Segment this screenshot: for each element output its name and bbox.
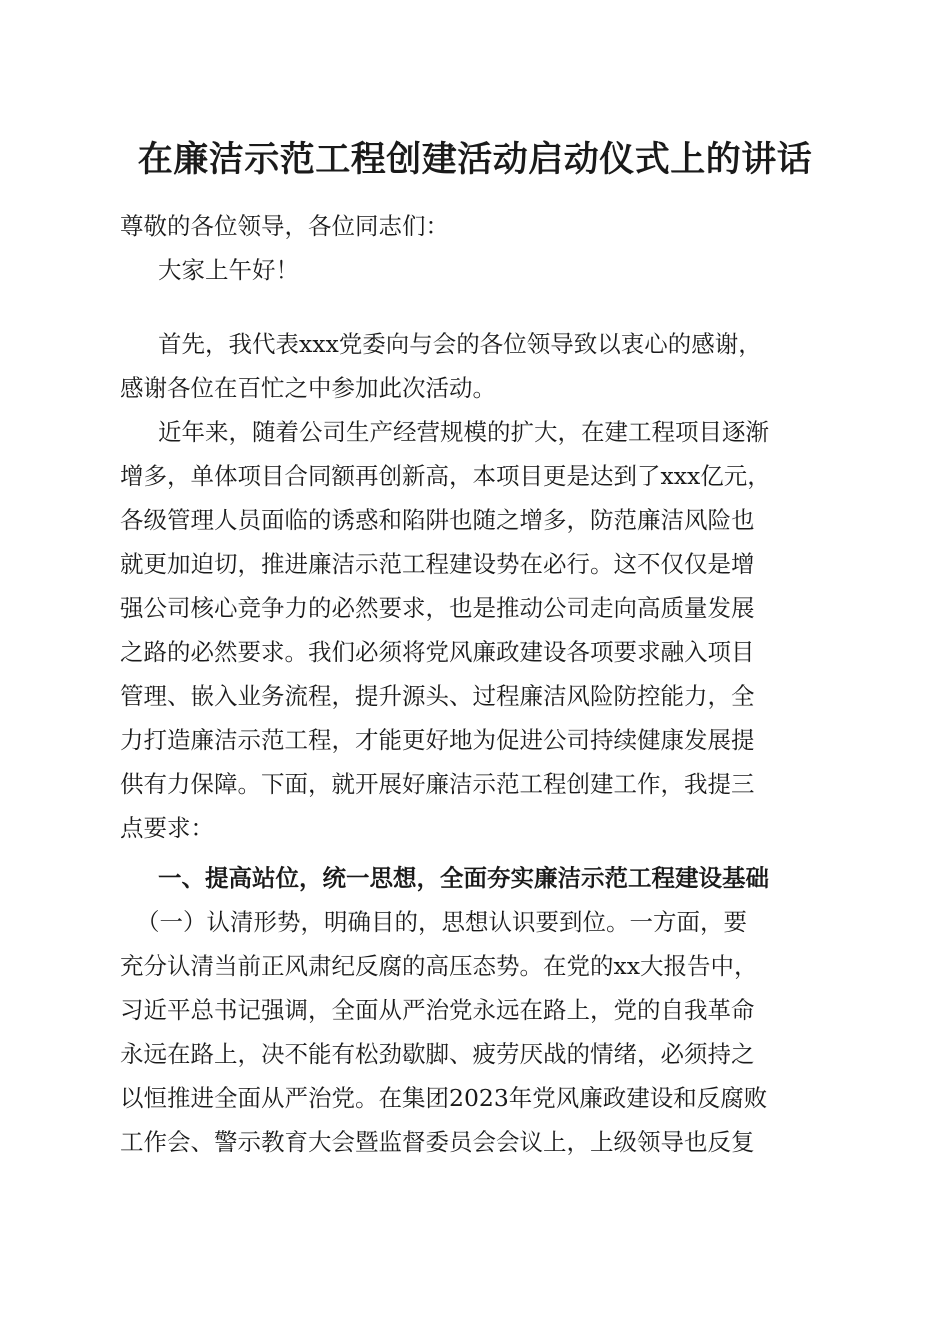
paragraph-line xyxy=(0,322,950,366)
section-heading xyxy=(0,856,950,900)
paragraph-text: 感谢各位在百忙之中参加此次活动。 xyxy=(120,374,496,402)
paragraph-text: 习近平总书记强调，全面从严治党永远在路上，党的自我革命 xyxy=(120,996,755,1024)
paragraph-line xyxy=(0,366,950,410)
paragraph-line xyxy=(0,630,950,674)
paragraph-line xyxy=(0,410,950,454)
paragraph-line xyxy=(0,762,950,806)
paragraph-text: 永远在路上，决不能有松劲歇脚、疲劳厌战的情绪，必须持之 xyxy=(120,1040,755,1068)
paragraph-line xyxy=(0,1032,950,1076)
paragraph-line xyxy=(0,718,950,762)
paragraph-line xyxy=(0,900,950,944)
paragraph-text: 近年来，随着公司生产经营规模的扩大，在建工程项目逐渐 xyxy=(158,418,769,446)
paragraph-line xyxy=(0,542,950,586)
paragraph-text: 工作会、警示教育大会暨监督委员会会议上，上级领导也反复 xyxy=(120,1128,755,1156)
paragraph-text: 增多，单体项目合同额再创新高，本项目更是达到了xxx亿元， xyxy=(120,462,771,490)
salutation-line xyxy=(0,204,950,248)
paragraph-text: 之路的必然要求。我们必须将党风廉政建设各项要求融入项目 xyxy=(120,638,755,666)
paragraph-text: 就更加迫切，推进廉洁示范工程建设势在必行。这不仅仅是增 xyxy=(120,550,755,578)
paragraph-text: 点要求： xyxy=(120,814,214,842)
paragraph-line xyxy=(0,586,950,630)
greeting-line xyxy=(0,248,950,292)
paragraph-line xyxy=(0,674,950,718)
paragraph-line xyxy=(0,944,950,988)
paragraph-text: 供有力保障。下面，就开展好廉洁示范工程创建工作，我提三 xyxy=(120,770,755,798)
salutation-text: 尊敬的各位领导，各位同志们： xyxy=(120,212,449,240)
greeting-text: 大家上午好！ xyxy=(158,256,299,284)
paragraph-line xyxy=(0,454,950,498)
paragraph-line xyxy=(0,1076,950,1120)
paragraph-text: （一）认清形势，明确目的，思想认识要到位。一方面，要 xyxy=(136,908,747,936)
section-heading-text: 一、提高站位，统一思想，全面夯实廉洁示范工程建设基础 xyxy=(158,864,769,892)
paragraph-line xyxy=(0,1120,950,1164)
paragraph-line xyxy=(0,806,950,850)
paragraph-line xyxy=(0,988,950,1032)
paragraph-line xyxy=(0,498,950,542)
paragraph-text: 管理、嵌入业务流程，提升源头、过程廉洁风险防控能力，全 xyxy=(120,682,755,710)
paragraph-text: 首先，我代表xxx党委向与会的各位领导致以衷心的感谢， xyxy=(158,330,762,358)
paragraph-text: 充分认清当前正风肃纪反腐的高压态势。在党的xx大报告中， xyxy=(120,952,758,980)
paragraph-text: 强公司核心竞争力的必然要求，也是推动公司走向高质量发展 xyxy=(120,594,755,622)
paragraph-text: 各级管理人员面临的诱惑和陷阱也随之增多，防范廉洁风险也 xyxy=(120,506,755,534)
paragraph-text: 以恒推进全面从严治党。在集团2023年党风廉政建设和反腐败 xyxy=(120,1084,768,1112)
paragraph-text: 力打造廉洁示范工程，才能更好地为促进公司持续健康发展提 xyxy=(120,726,755,754)
document-title: 在廉洁示范工程创建活动启动仪式上的讲话 xyxy=(137,140,813,180)
